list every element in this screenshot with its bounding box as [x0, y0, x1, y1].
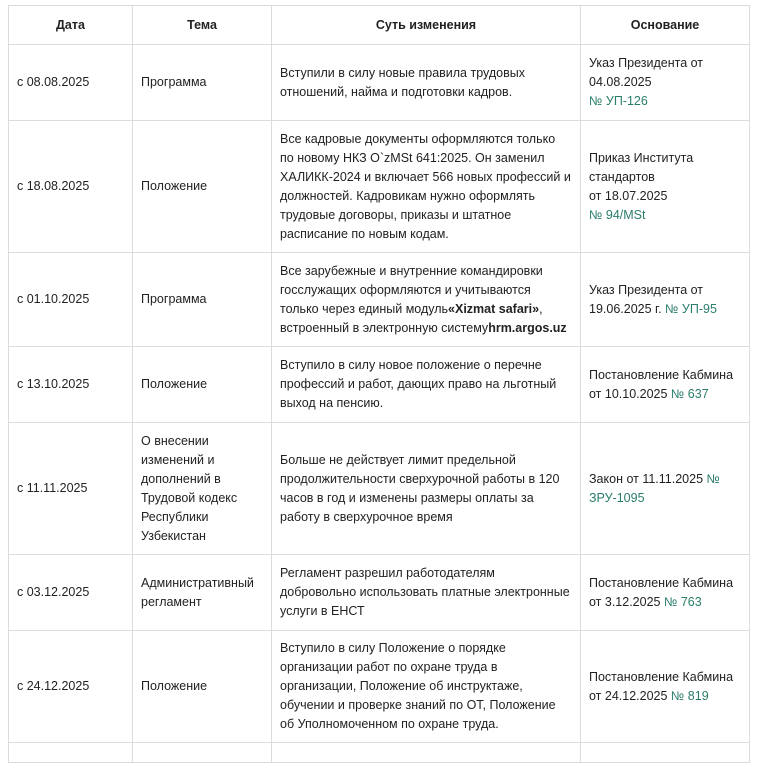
- row-topic: Положение: [133, 631, 272, 743]
- description-text: , встроенный в электронную систему: [280, 301, 543, 335]
- row-date: с 24.12.2025: [9, 631, 133, 743]
- row-topic: Положение: [133, 347, 272, 423]
- basis-text: Постановление Кабмина от 24.12.2025: [589, 669, 734, 703]
- basis-text: Постановление Кабмина от 3.12.2025: [589, 575, 734, 609]
- header-topic: Тема: [133, 6, 272, 45]
- header-description: Суть изменения: [272, 6, 581, 45]
- basis-text: Указ Президента от 04.08.2025: [589, 56, 704, 89]
- row-date: с 03.12.2025: [9, 555, 133, 631]
- basis-link[interactable]: № 819: [670, 688, 709, 703]
- table-row: [9, 631, 750, 743]
- basis-link[interactable]: № ЗРУ-1095: [589, 471, 720, 505]
- header-date: Дата: [9, 6, 133, 45]
- row-date: с 13.10.2025: [9, 347, 133, 423]
- row-description: Вступили в силу новые правила трудовых отношений, найма и подготовки кадров.: [272, 45, 581, 121]
- row-description: Регламент разрешил работодателям добровольно использовать платные электронные услуги в ЕНСТ: [272, 555, 581, 631]
- table-row: [9, 555, 750, 631]
- header-basis: Основание: [581, 6, 750, 45]
- row-description: Вступило в силу Положение о порядке организации работ по охране труда в организации, Положение об инструктаже, обучении и проверке знаний по ОТ, Положение об Уполномоченном по охране труда.: [272, 631, 581, 743]
- basis-link[interactable]: № 763: [663, 594, 702, 609]
- row-basis: [581, 347, 750, 423]
- row-basis: [581, 121, 750, 253]
- changes-table: [8, 5, 750, 763]
- row-topic: Программа: [133, 45, 272, 121]
- row-basis: [581, 45, 750, 121]
- row-topic: Программа: [133, 253, 272, 347]
- table-row: [9, 347, 750, 423]
- row-description: Вступило в силу новое положение о перечне профессий и работ, дающих право на льготный выход на пенсию.: [272, 347, 581, 423]
- row-date: с 11.11.2025: [9, 423, 133, 555]
- row-description: Все кадровые документы оформляются только по новому НКЗ O`zMSt 641:2025. Он заменил ХАЛИКК-2024 и включает 566 новых профессий и должностей. Кадровикам нужно оформлять трудовые договоры, приказы и штатное расписание по новым кодам.: [272, 121, 581, 253]
- table-row: [9, 45, 750, 121]
- module-name: «Xizmat safari»: [448, 301, 540, 316]
- row-topic: О внесении изменений и дополнений в Трудовой кодекс Республики Узбекистан: [133, 423, 272, 555]
- basis-link[interactable]: № УП-95: [665, 301, 717, 316]
- description-text: Все зарубежные и внутренние командировки госслужащих оформляются и учитываются только через единый модуль: [280, 263, 543, 316]
- basis-text: Постановление Кабмина от 10.10.2025: [589, 367, 734, 401]
- system-url: hrm.argos.uz: [488, 320, 567, 335]
- row-topic: Административный регламент: [133, 555, 272, 631]
- table-header-row: [9, 6, 750, 45]
- row-date: с 08.08.2025: [9, 45, 133, 121]
- table-row: [9, 121, 750, 253]
- row-date: с 01.10.2025: [9, 253, 133, 347]
- row-basis: [581, 423, 750, 555]
- basis-text: Указ Президента от 19.06.2025 г.: [589, 282, 704, 316]
- row-basis: [581, 555, 750, 631]
- basis-link[interactable]: № 637: [670, 386, 709, 401]
- basis-text: Закон от 11.11.2025: [589, 471, 704, 486]
- row-topic: Положение: [133, 121, 272, 253]
- basis-text: Приказ Института стандартов: [589, 150, 694, 184]
- table-row: [9, 423, 750, 555]
- basis-link[interactable]: № УП-126: [589, 94, 648, 108]
- basis-link[interactable]: № 94/MSt: [589, 207, 646, 222]
- basis-date: от 18.07.2025: [589, 188, 668, 203]
- row-description: [272, 253, 581, 347]
- row-date: с 18.08.2025: [9, 121, 133, 253]
- row-description: Больше не действует лимит предельной продолжительности сверхурочной работы в 120 часов в год и изменены размеры оплаты за работу в сверхурочное время: [272, 423, 581, 555]
- row-basis: [581, 253, 750, 347]
- row-basis: [581, 631, 750, 743]
- table-row: [9, 253, 750, 347]
